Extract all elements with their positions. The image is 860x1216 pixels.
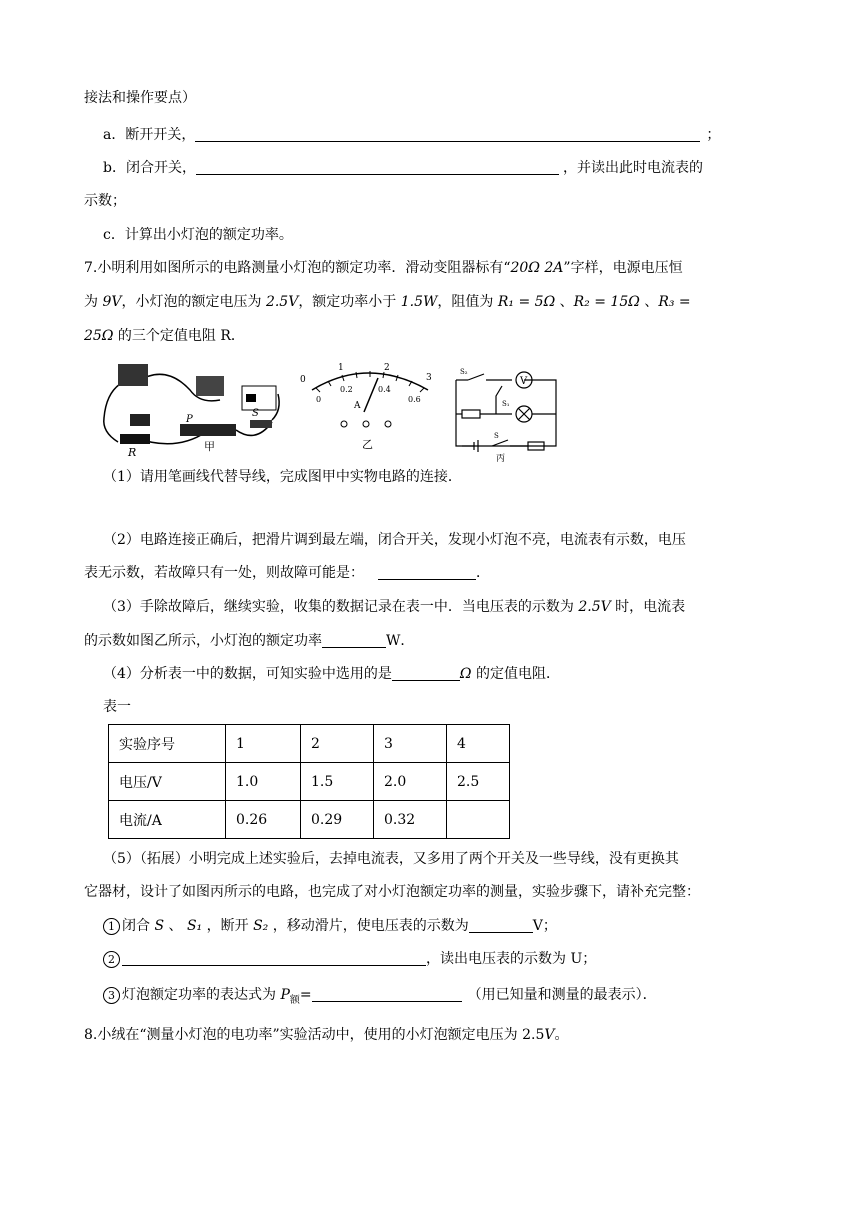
q7-t: （3）手除故障后，继续实验，收集的数据记录在表一中．当电压表的示数为 <box>103 599 579 615</box>
q7-t: ． <box>476 565 490 581</box>
table-row <box>109 725 510 763</box>
blank-resistor[interactable] <box>392 664 460 681</box>
tick-top-0: 0 <box>300 375 306 385</box>
table-row <box>109 763 510 801</box>
step-b-cont: 示数； <box>84 193 126 209</box>
q7-t: 、 <box>164 918 187 934</box>
q7-t: V； <box>532 918 557 934</box>
q7-t: ，额定功率小于 <box>298 294 401 310</box>
step-1 <box>103 916 557 936</box>
figure-yi <box>298 362 438 452</box>
q7-t: 时，电流表 <box>610 599 686 615</box>
q8-line <box>84 1025 569 1045</box>
step-b <box>103 158 703 178</box>
source-voltage: 9V <box>102 294 122 310</box>
table-cell: 3 <box>374 725 447 763</box>
label-S: S <box>252 408 259 419</box>
table-cell: 0.26 <box>226 801 301 839</box>
r2: R₂ = 15Ω <box>573 294 640 310</box>
rheostat-rating: 20Ω 2A <box>510 260 564 276</box>
ammeter-icon <box>118 364 148 386</box>
tick-top-3: 3 <box>426 373 432 383</box>
step-b-suffix: ，并读出此时电流表的 <box>562 160 703 176</box>
tick-bot-3: 0.6 <box>408 395 421 404</box>
table-cell: 0.32 <box>374 801 447 839</box>
label-R: R <box>128 446 137 456</box>
ohm-unit: Ω <box>459 666 472 682</box>
label-S-b: S <box>494 432 499 440</box>
q7-p3b <box>84 631 414 651</box>
q7-t: 的示数如图乙所示，小灯泡的额定功率 <box>84 633 322 649</box>
table-cell <box>447 801 510 839</box>
label-yi: 乙 <box>362 438 373 451</box>
meter-needle <box>364 378 378 412</box>
tick-bot-0: 0 <box>316 395 322 404</box>
blank-b[interactable] <box>196 158 559 175</box>
q7-t: W． <box>386 633 415 649</box>
switch-icon <box>250 420 272 428</box>
rated-voltage: 2.5V <box>265 294 299 310</box>
step-3 <box>103 985 657 1011</box>
q7-t: ，阻值为 <box>437 294 498 310</box>
step-a-prefix: a．断开开关， <box>103 127 196 143</box>
q7-t: ，断开 <box>202 918 254 934</box>
q7-line3 <box>84 326 245 346</box>
switch-S2: S₂ <box>253 918 269 934</box>
q7-p5b: 它器材，设计了如图丙所示的电路，也完成了对小灯泡额定功率的测量，实验步骤下，请补充完整： <box>84 884 700 900</box>
label-V: V <box>520 376 528 387</box>
voltmeter-icon <box>196 376 224 396</box>
label-A: A <box>354 401 361 411</box>
label-S2: S₂ <box>460 368 468 376</box>
r3-value: 25Ω <box>84 328 114 344</box>
tick-top-2: 2 <box>384 363 390 373</box>
tick-top-1: 1 <box>338 363 344 373</box>
q8-unit: V <box>544 1027 555 1043</box>
step-1-number: 1 <box>103 918 120 935</box>
table-title: 表一 <box>103 699 131 715</box>
label-S1: S₁ <box>502 400 510 408</box>
blank-power[interactable] <box>322 631 386 648</box>
intro-tail: 接法和操作要点） <box>84 90 196 106</box>
q7-t: （4）分析表一中的数据，可知实验中选用的是 <box>103 666 392 682</box>
table-cell: 电流/A <box>109 801 226 839</box>
q7-t: 闭合 <box>122 918 155 934</box>
rheostat-icon <box>180 424 236 436</box>
table-cell: 实验序号 <box>109 725 226 763</box>
q7-line2 <box>84 292 691 312</box>
q7-t: ，小灯泡的额定电压为 <box>121 294 266 310</box>
q7-t: （用已知量和测量的最表示）． <box>467 987 657 1003</box>
q7-t: = <box>299 987 312 1003</box>
step-c: c．计算出小灯泡的额定功率。 <box>103 227 293 243</box>
blank-expression[interactable] <box>312 985 462 1002</box>
table-cell: 1.5 <box>301 763 374 801</box>
table-row <box>109 801 510 839</box>
q7-t: 表无示数，若故障只有一处，则故障可能是： <box>84 565 364 581</box>
sep: 、 <box>644 294 659 310</box>
tick-bot-1: 0.2 <box>340 385 353 394</box>
step-a <box>103 125 720 145</box>
q7-p3a <box>103 597 685 617</box>
label-jia: 甲 <box>204 440 215 453</box>
r1: R₁ = 5Ω <box>497 294 556 310</box>
q7-text-end: ”字样，电源电压恒 <box>563 260 683 276</box>
table-cell: 1 <box>226 725 301 763</box>
figure-bing <box>452 362 570 462</box>
data-table <box>108 724 510 839</box>
rated-power: 1.5W <box>400 294 438 310</box>
q7-p4 <box>103 664 560 684</box>
q7-t: 为 <box>84 294 103 310</box>
resistor-icon <box>120 434 150 444</box>
q7-p5a: （5）（拓展）小明完成上述实验后，去掉电流表，又多用了两个开关及一些导线，没有更换其 <box>103 851 679 867</box>
switch-S: S <box>154 918 165 934</box>
q8-end: 。 <box>554 1027 569 1043</box>
table-cell: 电压/V <box>109 763 226 801</box>
switch-S1: S₁ <box>186 918 203 934</box>
tick-bot-2: 0.4 <box>378 385 391 394</box>
q7-t: ，读出电压表的示数为 U； <box>426 951 597 967</box>
blank-voltage[interactable] <box>469 916 533 933</box>
q7-p2a: （2）电路连接正确后，把滑片调到最左端，闭合开关，发现小灯泡不亮，电流表有示数，电压 <box>103 532 686 548</box>
blank-step2[interactable] <box>122 949 426 966</box>
power-symbol: P <box>280 987 290 1003</box>
power-subscript: 额 <box>289 994 300 1006</box>
step-2-number: 2 <box>103 951 120 968</box>
q7-text: 7.小明利用如图所示的电路测量小灯泡的额定功率．滑动变阻器标有“ <box>84 260 511 276</box>
table-cell: 0.29 <box>301 801 374 839</box>
label-P: P <box>186 414 193 425</box>
q7-t: 灯泡额定功率的表达式为 <box>122 987 281 1003</box>
bulb-icon <box>130 414 150 426</box>
q7-t: 的定值电阻． <box>471 666 560 682</box>
table-cell: 2.5 <box>447 763 510 801</box>
table-cell: 4 <box>447 725 510 763</box>
step-a-suffix: ； <box>706 127 721 143</box>
table-cell: 2.0 <box>374 763 447 801</box>
q8-text: 8.小绒在“测量小灯泡的电功率”实验活动中，使用的小灯泡额定电压为 2.5 <box>84 1027 545 1043</box>
q7-p2b <box>84 563 490 583</box>
q7-t: ，移动滑片，使电压表的示数为 <box>268 918 469 934</box>
q7-p1: （1）请用笔画线代替导线，完成图甲中实物电路的连接． <box>103 469 462 485</box>
p3-voltage: 2.5V <box>578 599 611 615</box>
step-2 <box>103 949 596 969</box>
q7-line1 <box>84 258 683 278</box>
table-cell: 1.0 <box>226 763 301 801</box>
figure-jia <box>96 360 296 456</box>
blank-a[interactable] <box>195 125 700 142</box>
step-3-number: 3 <box>103 987 120 1004</box>
sep: 、 <box>559 294 574 310</box>
r3: R₃ = <box>658 294 691 310</box>
table-cell: 2 <box>301 725 374 763</box>
label-bing: 丙 <box>496 454 506 462</box>
step-b-prefix: b．闭合开关， <box>103 160 196 176</box>
q7-t: 的三个定值电阻 R． <box>113 328 245 344</box>
blank-fault[interactable] <box>378 563 476 580</box>
